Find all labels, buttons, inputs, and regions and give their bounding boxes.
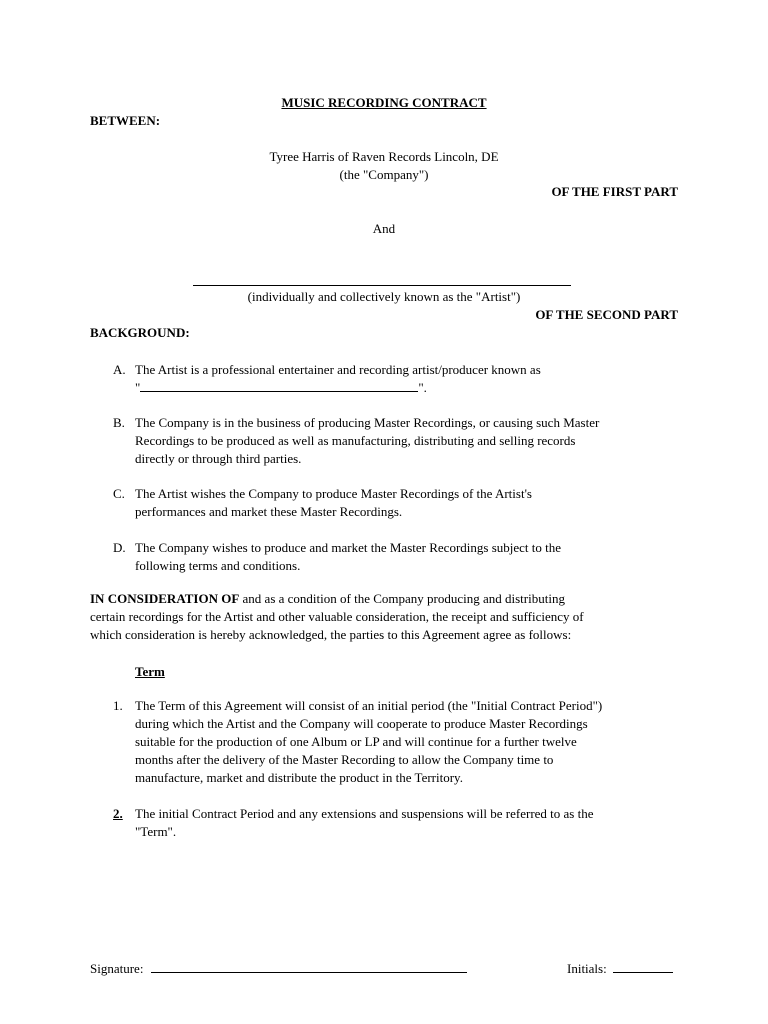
and-label: And <box>372 221 396 236</box>
background-label: BACKGROUND: <box>90 325 190 340</box>
item-letter: A. <box>113 362 126 377</box>
clause-1-line1: The Term of this Agreement will consist of an initial period (the "Initial Contract Period") <box>135 698 603 713</box>
clause-2-line1: The initial Contract Period and any extensions and suspensions will be referred to as the <box>135 806 594 821</box>
background-item-b <box>113 414 683 468</box>
signature-label: Signature: <box>90 961 144 976</box>
background-item-c <box>113 485 683 521</box>
artist-known-as-blank <box>140 380 418 392</box>
consideration-line3: which consideration is hereby acknowledged, the parties to this Agreement agree as follows: <box>90 627 572 642</box>
item-b-line2: Recordings to be produced as well as manufacturing, distributing and selling records <box>135 433 576 448</box>
item-d-line2: following terms and conditions. <box>135 558 301 573</box>
between-label: BETWEEN: <box>90 113 161 128</box>
initials-line <box>613 960 673 973</box>
initials-label: Initials: <box>567 961 607 976</box>
clause-1-line4: months after the delivery of the Master Recording to allow the Company time to <box>135 752 554 767</box>
item-letter: B. <box>113 415 125 430</box>
consideration-line2: certain recordings for the Artist and other valuable consideration, the receipt and sufficiency of <box>90 609 584 624</box>
artist-alias: (individually and collectively known as the "Artist") <box>247 289 521 304</box>
item-c-line2: performances and market these Master Recordings. <box>135 504 403 519</box>
item-d-line1: The Company wishes to produce and market the Master Recordings subject to the <box>135 540 562 555</box>
clause-1-line3: suitable for the production of one Album or LP and will continue for a further twelve <box>135 734 577 749</box>
consideration-line1 <box>90 590 680 608</box>
item-a-line1: The Artist is a professional entertainer and recording artist/producer known as <box>135 362 541 377</box>
consideration-line1-text: and as a condition of the Company producing and distributing <box>239 591 565 606</box>
company-line: Tyree Harris of Raven Records Lincoln, DE <box>269 149 499 164</box>
signature-line <box>151 960 467 973</box>
item-b-line3: directly or through third parties. <box>135 451 302 466</box>
clause-number: 1. <box>113 698 123 713</box>
first-part-label: OF THE FIRST PART <box>551 184 678 199</box>
clause-2-line2: "Term". <box>135 824 177 839</box>
second-part-label: OF THE SECOND PART <box>535 307 678 322</box>
item-letter: D. <box>113 540 126 555</box>
quote-open: " <box>135 380 141 395</box>
background-item-d <box>113 539 683 575</box>
item-c-line1: The Artist wishes the Company to produce Master Recordings of the Artist's <box>135 486 532 501</box>
term-heading: Term <box>135 664 165 679</box>
item-b-line1: The Company is in the business of producing Master Recordings, or causing such Master <box>135 415 600 430</box>
clause-1-line5: manufacture, market and distribute the product in the Territory. <box>135 770 463 785</box>
clause-1 <box>113 697 683 787</box>
company-alias: (the "Company") <box>339 167 429 182</box>
clause-2 <box>113 805 683 841</box>
consideration-paragraph <box>90 590 680 644</box>
artist-name-blank-line <box>193 285 571 286</box>
initials-field <box>567 960 673 978</box>
item-a-line2 <box>135 379 685 397</box>
quote-close: ". <box>418 380 427 395</box>
clause-number: 2. <box>113 806 123 821</box>
consideration-bold: IN CONSIDERATION OF <box>90 591 240 606</box>
clause-1-line2: during which the Artist and the Company will cooperate to produce Master Recordings <box>135 716 588 731</box>
background-item-a <box>113 361 683 397</box>
item-letter: C. <box>113 486 125 501</box>
signature-field <box>90 960 467 978</box>
document-title: MUSIC RECORDING CONTRACT <box>281 95 487 110</box>
